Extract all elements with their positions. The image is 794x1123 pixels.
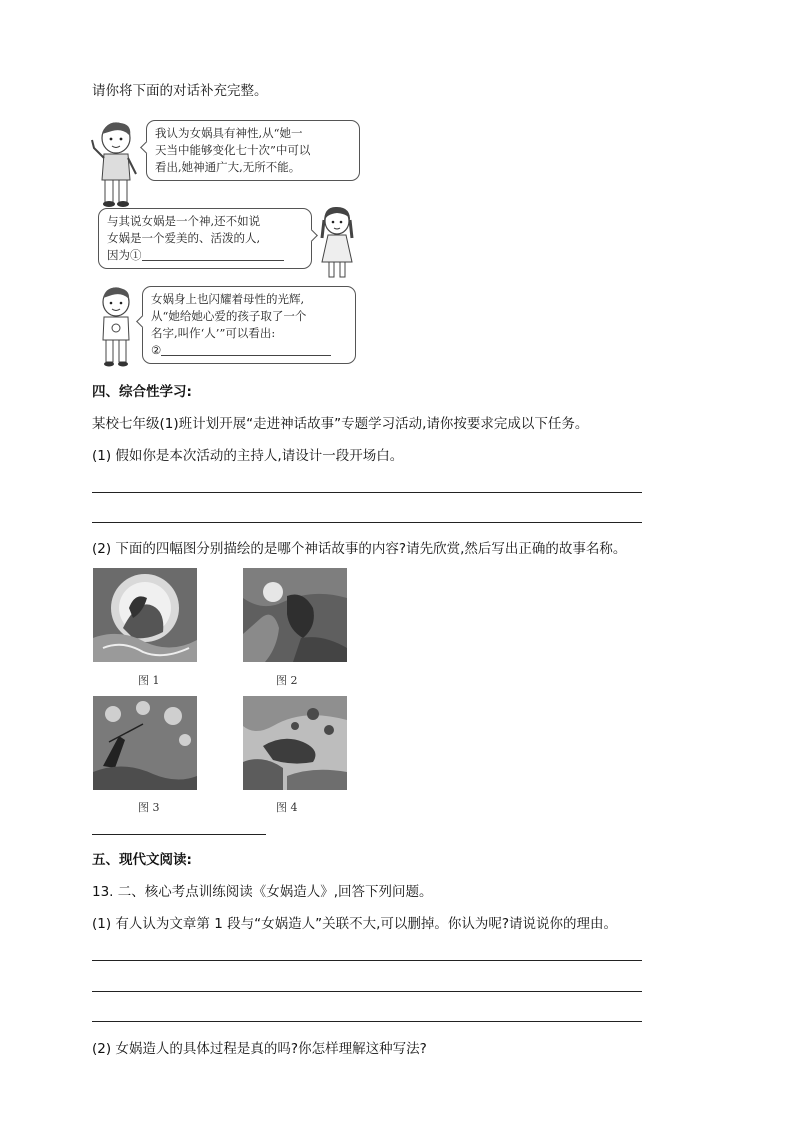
question-13-intro: 13. 二、核心考点训练阅读《女娲造人》,回答下列问题。 [92,884,433,900]
bubble1-line-1: 我认为女娲具有神性,从“她一 [155,126,303,140]
answer-line[interactable] [92,522,642,523]
girl-figure [316,204,358,282]
answer-line[interactable] [92,1021,642,1022]
section-5-question-1: (1) 有人认为文章第 1 段与“女娲造人”关联不大,可以删掉。你认为呢?请说说你的理由。 [92,916,618,932]
boy-figure-1 [90,118,142,208]
boy-figure-2 [94,284,138,368]
bubble3-line-2: 从“她给她心爱的孩子取了一个 [151,309,307,323]
answer-blank-1[interactable] [142,248,284,261]
speech-bubble-3 [142,286,356,364]
section-5-heading: 五、现代文阅读: [92,852,192,868]
figure-1-caption: 图 1 [138,674,160,687]
bubble1-line-2: 天当中能够变化七十次”中可以 [155,143,311,157]
speech-bubble-1 [146,120,360,181]
figure-2-caption: 图 2 [276,674,298,687]
bubble2-line-3-text: 因为① [107,248,142,262]
bubble3-line-1: 女娲身上也闪耀着母性的光辉, [151,292,305,306]
section-4-question-2: (2) 下面的四幅图分别描绘的是哪个神话故事的内容?请先欣赏,然后写出正确的故事名称。 [92,541,627,557]
bubble1-line-3: 看出,她神通广大,无所不能。 [155,160,301,174]
bubble3-line-4 [151,342,347,359]
figure-4-caption: 图 4 [276,801,298,814]
section-4-heading: 四、综合性学习: [92,384,192,400]
myth-painting-1 [93,568,197,662]
answer-line[interactable] [92,991,642,992]
bubble3-line-3: 名字,叫作‘人’”可以看出: [151,326,276,340]
myth-painting-4 [243,696,347,790]
dialogue-illustration [88,112,363,370]
myth-painting-3 [93,696,197,790]
section-5-question-2: (2) 女娲造人的具体过程是真的吗?你怎样理解这种写法? [92,1041,427,1057]
instruction-text: 请你将下面的对话补充完整。 [92,83,268,99]
answer-line[interactable] [92,492,642,493]
figure-3-caption: 图 3 [138,801,160,814]
section-4-task-intro: 某校七年级(1)班计划开展“走进神话故事”专题学习活动,请你按要求完成以下任务。 [92,416,589,432]
speech-bubble-2 [98,208,312,269]
bubble2-line-3 [107,247,303,264]
answer-blank-2[interactable] [161,343,331,356]
figure-answer-line[interactable] [92,834,266,835]
bubble2-line-2: 女娲是一个爱美的、活泼的人, [107,231,261,245]
bubble2-line-1: 与其说女娲是一个神,还不如说 [107,214,261,228]
bubble3-line-4-text: ② [151,343,162,357]
section-4-question-1: (1) 假如你是本次活动的主持人,请设计一段开场白。 [92,448,404,464]
myth-painting-2 [243,568,347,662]
answer-line[interactable] [92,960,642,961]
